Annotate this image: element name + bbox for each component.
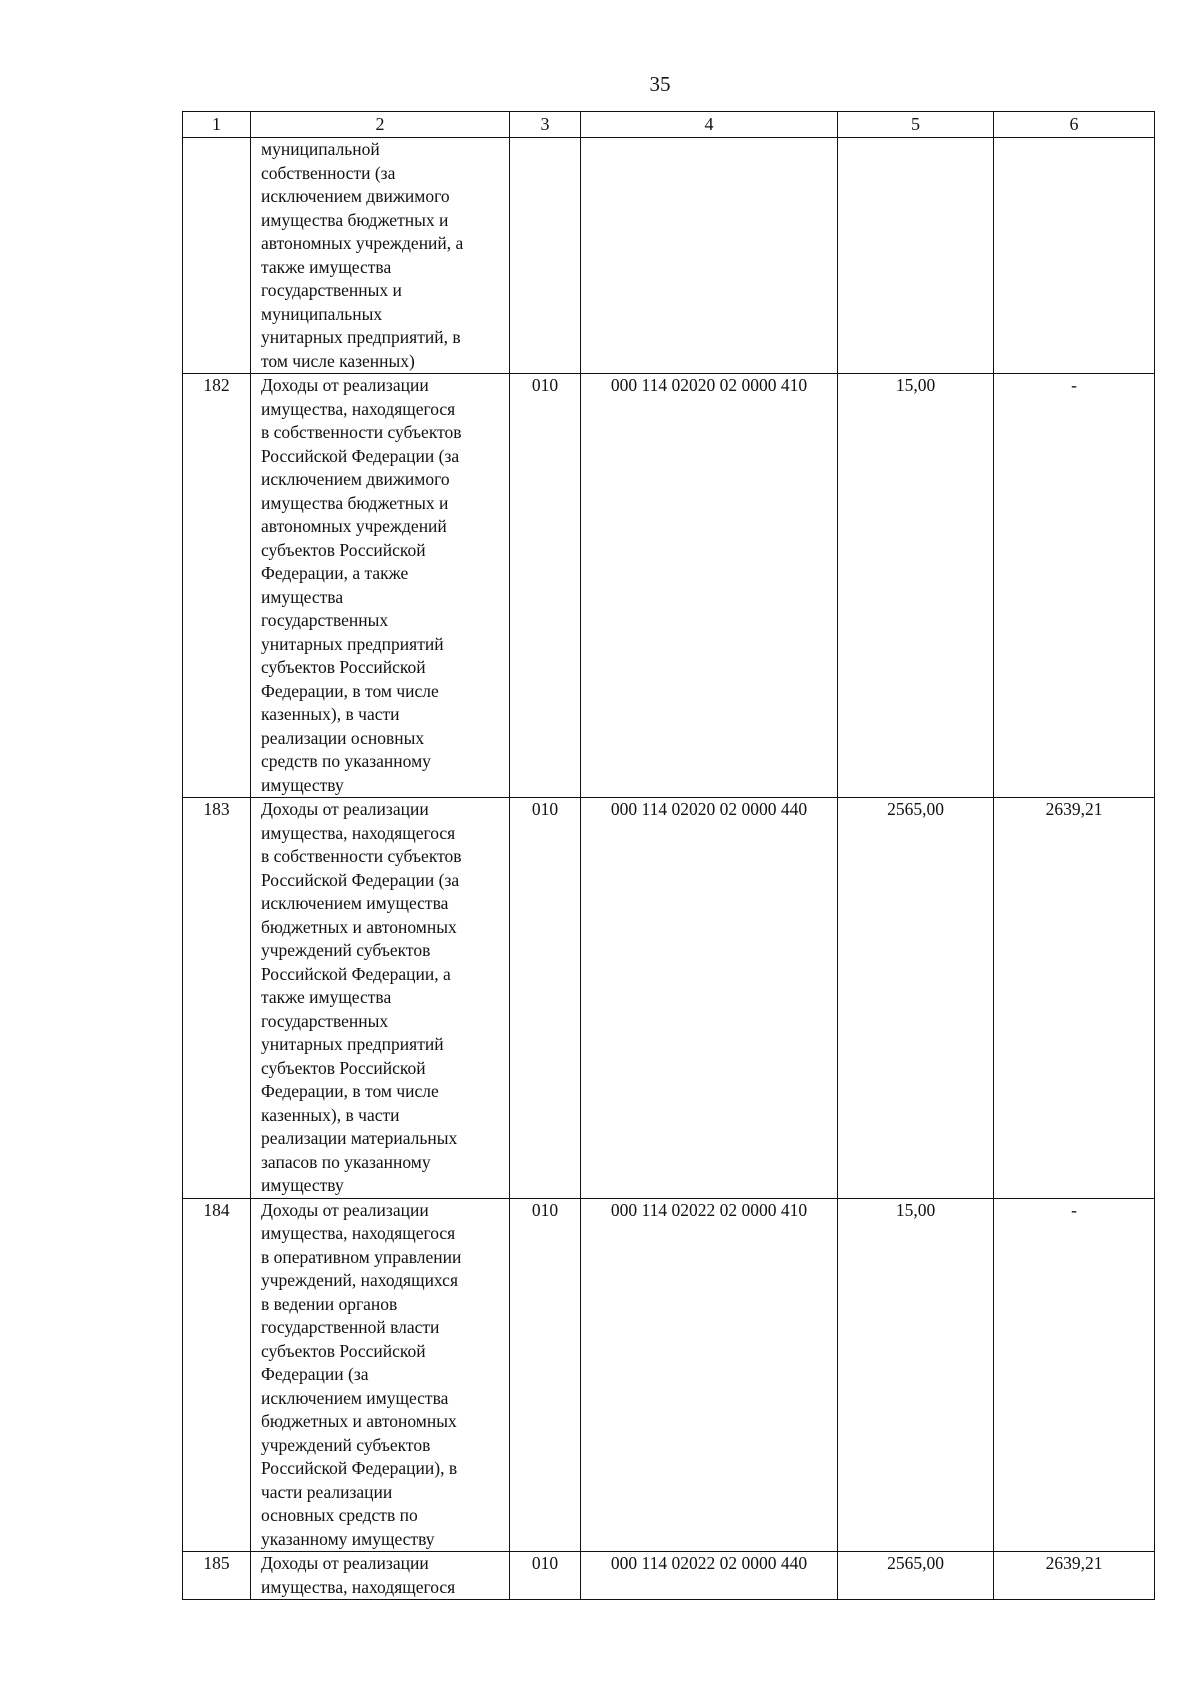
description-line: муниципальных [261,303,383,324]
description-line: Доходы от реализации [261,1553,429,1573]
description-line: автономных учреждений [261,516,447,536]
row-value-5: 15,00 [838,374,994,798]
description-line: учреждений, находящихся [261,1270,458,1290]
row-code: 010 [510,1552,581,1600]
row-kbk [581,138,838,374]
table-row [183,374,1155,798]
budget-table [182,111,1155,1600]
table-row [183,798,1155,1199]
row-description [251,1198,510,1552]
header-col-2: 2 [251,112,510,138]
description-line: унитарных предприятий [261,633,444,654]
row-kbk: 000 114 02022 02 0000 410 [581,1198,838,1552]
row-code: 010 [510,374,581,798]
row-description [251,798,510,1199]
description-line: Федерации (за [261,1364,369,1384]
row-number: 185 [183,1552,251,1600]
row-description [251,138,510,374]
description-line: реализации материальных [261,1128,458,1148]
description-line: реализации основных [261,727,425,748]
description-line: учреждений субъектов [261,940,431,960]
header-col-1: 1 [183,112,251,138]
row-code: 010 [510,1198,581,1552]
table-row [183,1552,1155,1600]
description-line: Российской Федерации, а [261,963,451,984]
description-line: исключением имущества [261,893,449,913]
row-kbk: 000 114 02020 02 0000 440 [581,798,838,1199]
description-line: бюджетных и автономных [261,1411,457,1431]
description-line: Российской Федерации (за [261,869,460,890]
description-line: части реализации [261,1481,393,1502]
description-line: муниципальной [261,139,380,159]
row-number: 183 [183,798,251,1199]
row-number: 184 [183,1198,251,1552]
description-line: казенных), в части [261,704,400,724]
description-line: Федерации, в том числе [261,1081,439,1101]
description-line: имущества, находящегося [261,398,456,419]
description-line: Российской Федерации (за [261,445,460,466]
header-row [183,112,1155,138]
description-line: имущества [261,586,344,607]
description-line: имущества бюджетных и [261,492,449,513]
description-line: субъектов Российской [261,539,426,560]
row-code [510,138,581,374]
page-number: 35 [649,72,671,96]
row-value-6: - [994,1198,1155,1552]
row-number [183,138,251,374]
description-line: в собственности субъектов [261,846,462,866]
header-col-3: 3 [510,112,581,138]
row-value-5 [838,138,994,374]
description-line: имуществу [261,1175,344,1195]
row-value-6: 2639,21 [994,798,1155,1199]
description-line: Российской Федерации), в [261,1458,458,1478]
description-line: имущества, находящегося [261,1223,456,1243]
description-line: государственных [261,1010,389,1031]
description-line: Доходы от реализации [261,799,429,819]
row-number: 182 [183,374,251,798]
description-line: субъектов Российской [261,657,426,677]
header-col-6: 6 [994,112,1155,138]
description-line: субъектов Российской [261,1340,426,1361]
table-row [183,1198,1155,1552]
row-value-5: 2565,00 [838,798,994,1199]
row-value-5: 15,00 [838,1198,994,1552]
row-value-6 [994,138,1155,374]
description-line: Доходы от реализации [261,1199,429,1220]
description-line: исключением движимого [261,186,450,206]
description-line: исключением движимого [261,469,450,489]
description-line: бюджетных и автономных [261,916,457,937]
description-line: государственных [261,610,389,630]
row-value-6: - [994,374,1155,798]
description-line: учреждений субъектов [261,1434,431,1455]
description-line: в оперативном управлении [261,1246,462,1267]
description-line: Доходы от реализации [261,375,429,395]
description-line: Федерации, а также [261,563,409,583]
description-line: также имущества [261,987,392,1007]
description-line: имуществу [261,774,344,795]
description-line: имущества, находящегося [261,822,456,843]
row-value-5: 2565,00 [838,1552,994,1600]
description-line: государственных и [261,280,402,300]
description-line: казенных), в части [261,1104,400,1125]
description-line: запасов по указанному [261,1151,431,1172]
description-line: имущества, находящегося [261,1576,456,1597]
row-value-6: 2639,21 [994,1552,1155,1600]
description-line: средств по указанному [261,751,431,771]
description-line: указанному имуществу [261,1528,435,1549]
row-kbk: 000 114 02020 02 0000 410 [581,374,838,798]
description-line: Федерации, в том числе [261,680,439,701]
table-body [183,138,1155,1600]
description-line: государственной власти [261,1317,440,1337]
description-line: основных средств по [261,1505,418,1525]
description-line: автономных учреждений, а [261,233,464,253]
description-line: собственности (за [261,162,396,183]
description-line: унитарных предприятий, в [261,327,461,347]
description-line: также имущества [261,256,392,277]
header-col-5: 5 [838,112,994,138]
description-line: том числе казенных) [261,350,415,371]
row-description [251,374,510,798]
description-line: унитарных предприятий [261,1034,444,1054]
row-code: 010 [510,798,581,1199]
description-line: имущества бюджетных и [261,209,449,230]
row-kbk: 000 114 02022 02 0000 440 [581,1552,838,1600]
description-line: в ведении органов [261,1293,398,1314]
description-line: субъектов Российской [261,1057,426,1078]
description-line: в собственности субъектов [261,422,462,442]
header-col-4: 4 [581,112,838,138]
row-description [251,1552,510,1600]
table-row-continuation [183,138,1155,374]
description-line: исключением имущества [261,1387,449,1408]
